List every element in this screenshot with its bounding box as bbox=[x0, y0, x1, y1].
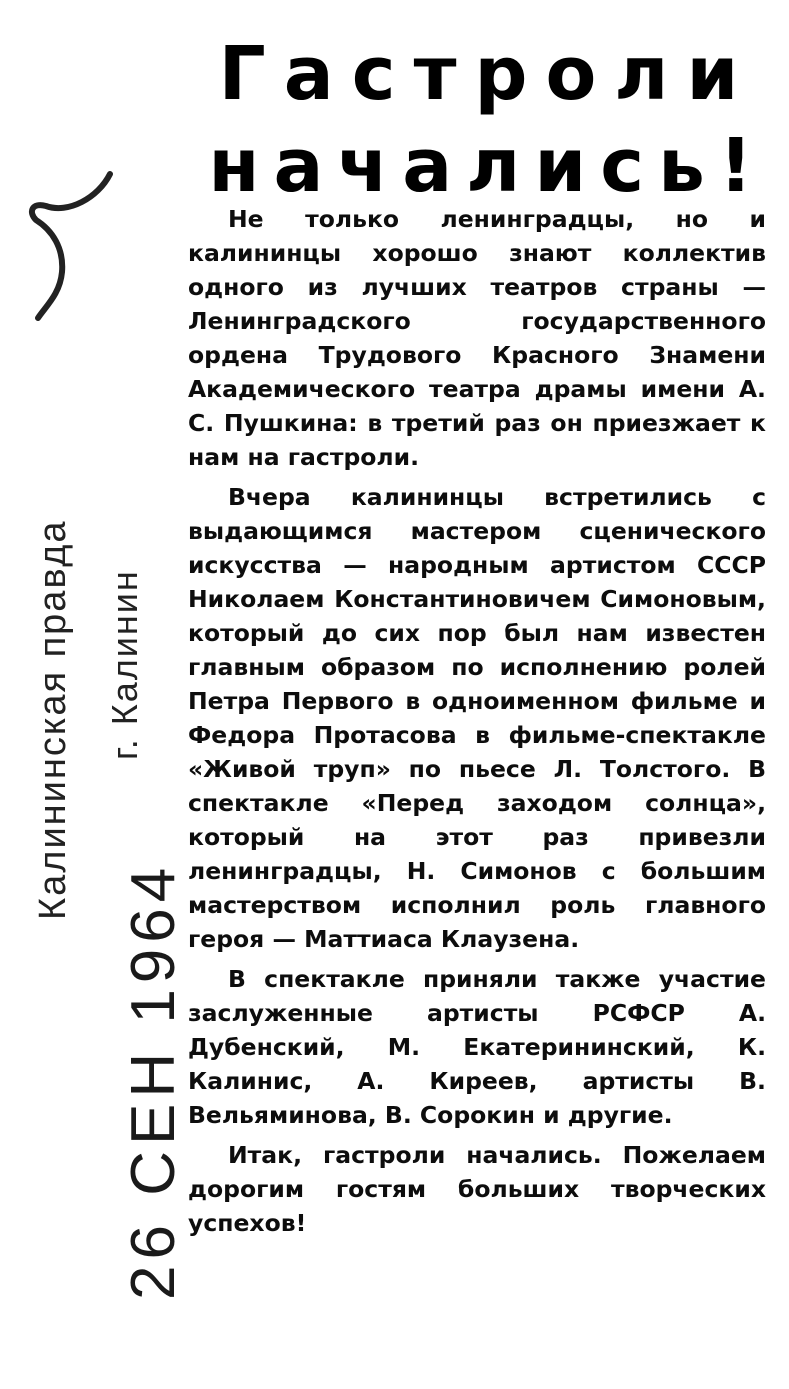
date-stamp: 26 СЕН 1964 bbox=[119, 861, 188, 1300]
headline-line-2: начались! bbox=[208, 123, 767, 209]
city-stamp: г. Калинин bbox=[104, 569, 145, 760]
article-body bbox=[188, 202, 766, 1246]
headline-line-1: Гастроли bbox=[218, 31, 757, 117]
newspaper-name-stamp: Калининская правда bbox=[32, 519, 74, 920]
article-paragraph: Итак, гастроли начались. Пожелаем дорогим гостям больших творческих успехов! bbox=[188, 1141, 766, 1237]
article-paragraph: Не только ленинградцы, но и калининцы хорошо знают коллектив одного из лучших театров страны — Ленинградского государственного ордена Трудового Красного Знамени Академического театра драмы имени А. С. Пушкина: в третий раз он приезжает к нам на гастроли. bbox=[188, 205, 766, 471]
article-paragraph: В спектакле приняли также участие заслуженные артисты РСФСР А. Дубенский, М. Екатерининский, К. Калинис, А. Киреев, артисты В. Вельяминова, В. Сорокин и другие. bbox=[188, 965, 766, 1129]
article-paragraph: Вчера калининцы встретились с выдающимся мастером сценического искусства — народным артистом СССР Николаем Константиновичем Симоновым, который до сих пор был нам известен главным образом по исполнению ролей Петра Первого в одноименном фильме и Федора Протасова в фильме-спектакле «Живой труп» по пьесе Л. Толстого. В спектакле «Перед заходом солнца», который на этот раз привезли ленинградцы, Н. Симонов с большим мастерством исполнил роль главного героя — Маттиаса Клаузена. bbox=[188, 483, 766, 953]
article-headline bbox=[200, 28, 775, 212]
handwritten-mark bbox=[18, 168, 138, 328]
